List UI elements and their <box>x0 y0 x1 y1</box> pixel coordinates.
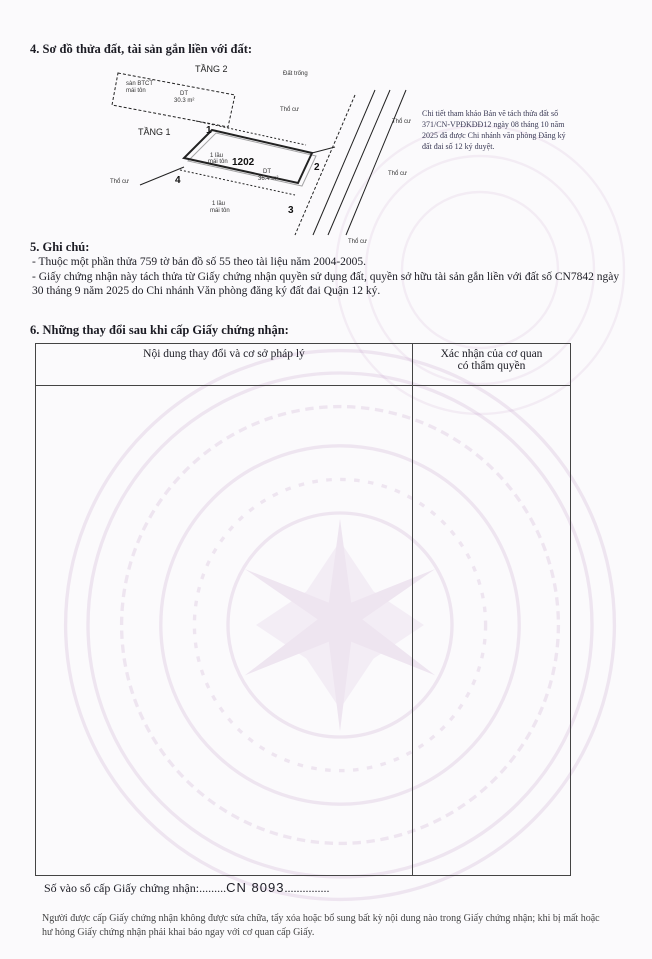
land-label-1: Thổ cư <box>280 107 300 113</box>
floor2-structure: sàn BTCT <box>126 81 154 87</box>
parcel-number: 1202 <box>232 157 255 168</box>
floor2-label: TẦNG 2 <box>195 64 228 74</box>
corner-4: 4 <box>175 175 181 186</box>
section4-title: 4. Sơ đồ thửa đất, tài sản gắn liền với đất: <box>30 42 253 56</box>
registry-label: Số vào sổ cấp Giấy chứng nhận: <box>44 881 200 895</box>
floor2-area: DT <box>180 91 188 97</box>
registry-dots-after: ............... <box>284 881 330 895</box>
col-header-confirmation-line1: Xác nhận của cơ quan <box>440 348 543 360</box>
corner-1: 1 <box>206 125 212 136</box>
confirmation-cell <box>413 386 571 876</box>
floor1-structure: 1 lầu <box>210 153 224 159</box>
svg-text:1 lầu: 1 lầu <box>212 201 226 207</box>
footer-warning: Người được cấp Giấy chứng nhận không được sửa chữa, tẩy xóa hoặc bổ sung bất kỳ nội dung nào trong Giấy chứng nhận; khi bị mất hoặc hư hỏng Giấy chứng nhận phải khai báo ngay với cơ quan cấp Giấy. <box>42 913 600 938</box>
open-space-label: Đất trống <box>283 71 308 77</box>
floor1-label: TẦNG 1 <box>138 127 171 137</box>
changes-table <box>35 343 571 876</box>
col-header-changes: Nội dung thay đổi và cơ sở pháp lý <box>36 344 413 386</box>
section6-title: 6. Những thay đổi sau khi cấp Giấy chứng nhận: <box>30 323 289 337</box>
section5-title: 5. Ghi chú: <box>30 240 90 254</box>
svg-text:mái tôn: mái tôn <box>210 208 230 214</box>
svg-text:30.3 m²: 30.3 m² <box>174 98 195 104</box>
floor1-area: DT <box>263 169 271 175</box>
land-label-2: Thổ cư <box>110 179 130 185</box>
corner-3: 3 <box>288 205 294 216</box>
registry-line <box>44 880 329 896</box>
diagram-side-note: Chi tiết tham khảo Bản vẽ tách thửa đất số 371/CN-VPĐKĐĐ12 ngày 08 tháng 10 năm 2025 đã được Chi nhánh văn phòng Đăng ký đất đai số 12 ký duyệt. <box>422 109 566 151</box>
changes-cell <box>36 386 413 876</box>
col-header-confirmation-line2: có thẩm quyền <box>457 360 526 372</box>
land-label-4: Thổ cư <box>388 171 408 177</box>
land-label-5: Thổ cư <box>392 119 412 125</box>
svg-text:36.4 m²: 36.4 m² <box>258 176 279 182</box>
parcel-diagram <box>100 55 420 250</box>
svg-text:mái tôn: mái tôn <box>126 88 146 94</box>
land-label-3: Thổ cư <box>348 239 368 245</box>
registry-dots-before: ......... <box>199 881 227 895</box>
note-2: - Giấy chứng nhận này tách thửa từ Giấy chứng nhận quyền sử dụng đất, quyền sở hữu tài sản gắn liền với đất số CN7842 ngày 30 tháng 9 năm 2025 do Chi nhánh Văn phòng đăng ký đất đai Quận 12 ký. <box>32 271 620 297</box>
table-body-row <box>36 386 571 876</box>
registry-number: CN 8093 <box>226 880 285 895</box>
note-1: - Thuộc một phần thửa 759 tờ bản đồ số 55 theo tài liệu năm 2004-2005. <box>32 256 367 268</box>
col-header-confirmation <box>413 344 571 386</box>
corner-2: 2 <box>314 162 320 173</box>
table-header-row <box>36 344 571 386</box>
svg-text:mái tôn: mái tôn <box>208 159 228 165</box>
